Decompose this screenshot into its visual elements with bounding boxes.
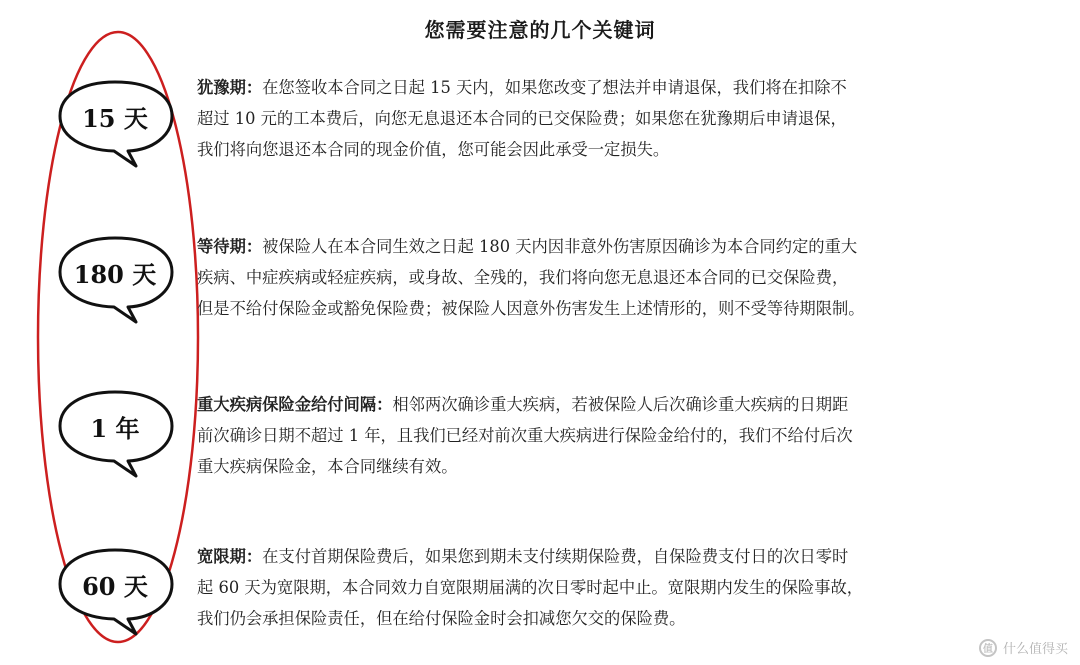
- term-block-grace-period: [197, 541, 1027, 634]
- badge-label: 180 天: [73, 259, 157, 289]
- term-line: [197, 231, 1027, 262]
- term-title: 重大疾病保险金给付间隔：: [197, 395, 393, 414]
- term-text: 在支付首期保险费后，如果您到期未支付续期保险费，自保险费支付日的次日零时: [262, 547, 849, 566]
- term-block-waiting-period: [197, 231, 1027, 324]
- badge-180-days: [56, 234, 186, 334]
- term-line: 起 60 天为宽限期，本合同效力自宽限期届满的次日零时起中止。宽限期内发生的保险事故，: [197, 578, 864, 597]
- term-title: 宽限期：: [197, 547, 263, 566]
- term-text: 被保险人在本合同生效之日起 180 天内因非意外伤害原因确诊为本合同约定的重大: [262, 237, 858, 256]
- term-line: 前次确诊日期不超过 1 年，且我们已经对前次重大疾病进行保险金给付的，我们不给付后次: [197, 426, 853, 445]
- badge-1-year: [56, 388, 186, 488]
- term-block-hesitation-period: [197, 72, 1027, 165]
- term-title: 犹豫期：: [197, 78, 263, 97]
- term-line: 我们仍会承担保险责任，但在给付保险金时会扣减您欠交的保险费。: [197, 609, 686, 628]
- term-text: 相邻两次确诊重大疾病，若被保险人后次确诊重大疾病的日期距: [392, 395, 849, 414]
- term-text: 在您签收本合同之日起 15 天内，如果您改变了想法并申请退保，我们将在扣除不: [262, 78, 847, 97]
- term-line: 疾病、中症疾病或轻症疾病，或身故、全残的，我们将向您无息退还本合同的已交保险费，: [197, 268, 849, 287]
- watermark-logo-icon: 值: [979, 639, 997, 657]
- term-line: [197, 541, 1027, 572]
- badge-15-days: [56, 78, 186, 178]
- term-block-claim-interval: [197, 389, 1027, 482]
- badge-label: 60 天: [82, 571, 148, 601]
- term-line: [197, 389, 1027, 420]
- badge-label: 15 天: [82, 103, 148, 133]
- badge-label: 1 年: [90, 413, 140, 443]
- term-line: [197, 72, 1027, 103]
- badge-60-days: [56, 546, 186, 646]
- page-title: 您需要注意的几个关键词: [424, 18, 656, 42]
- term-line: 但是不给付保险金或豁免保险费；被保险人因意外伤害发生上述情形的，则不受等待期限制。: [197, 299, 865, 318]
- term-line: 我们将向您退还本合同的现金价值，您可能会因此承受一定损失。: [197, 140, 670, 159]
- term-line: 重大疾病保险金，本合同继续有效。: [197, 457, 458, 476]
- term-line: 超过 10 元的工本费后，向您无息退还本合同的已交保险费；如果您在犹豫期后申请退保，: [197, 109, 847, 128]
- watermark: [979, 638, 1068, 657]
- term-title: 等待期：: [197, 237, 263, 256]
- watermark-text: 什么值得买: [1002, 642, 1068, 657]
